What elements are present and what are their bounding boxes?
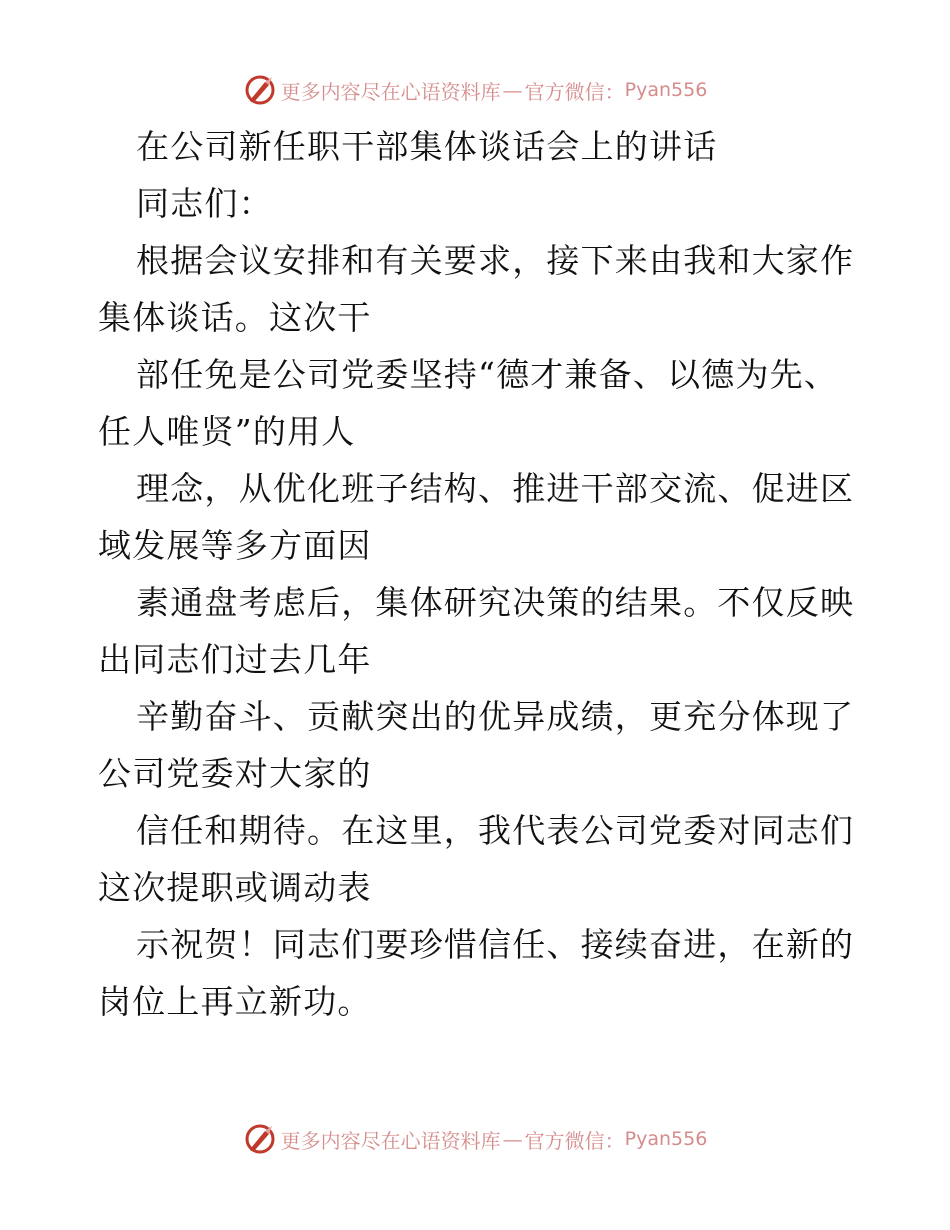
quill-logo-icon bbox=[243, 73, 277, 107]
body-line: 任人唯贤”的用人 bbox=[98, 412, 356, 451]
body-line: 出同志们过去几年 bbox=[98, 640, 372, 679]
body-line: 域发展等多方面因 bbox=[98, 526, 372, 565]
body-line: 集体谈话。这次干 bbox=[98, 298, 372, 337]
body-line: 示祝贺！同志们要珍惜信任、接续奋进，在新的 bbox=[136, 925, 855, 964]
body-line: 理念，从优化班子结构、推进干部交流、促进区 bbox=[136, 469, 855, 508]
footer-contact-id: Pyan556 bbox=[624, 1128, 708, 1150]
body-line: 这次提职或调动表 bbox=[98, 868, 372, 907]
body-line: 辛勤奋斗、贡献突出的优异成绩，更充分体现了 bbox=[136, 697, 855, 736]
body-line: 根据会议安排和有关要求，接下来由我和大家作 bbox=[136, 241, 855, 280]
footer-separator: — bbox=[502, 1127, 523, 1151]
quill-logo-icon bbox=[243, 1122, 277, 1156]
header-contact-id: Pyan556 bbox=[624, 79, 708, 101]
document-greeting: 同志们： bbox=[136, 184, 273, 223]
body-line: 素通盘考虑后，集体研究决策的结果。不仅反映 bbox=[136, 583, 855, 622]
header-site-text: 更多内容尽在心语资料库 bbox=[280, 79, 501, 104]
document-title: 在公司新任职干部集体谈话会上的讲话 bbox=[136, 127, 718, 166]
body-line: 岗位上再立新功。 bbox=[98, 982, 372, 1021]
body-line: 公司党委对大家的 bbox=[98, 754, 372, 793]
footer-contact-label: 官方微信： bbox=[524, 1128, 625, 1153]
header-separator: — bbox=[502, 78, 523, 102]
footer-site-text: 更多内容尽在心语资料库 bbox=[280, 1128, 501, 1153]
header-watermark bbox=[0, 70, 950, 110]
body-line: 部任免是公司党委坚持“德才兼备、以德为先、 bbox=[136, 355, 839, 394]
header-contact-label: 官方微信： bbox=[524, 79, 625, 104]
footer-watermark bbox=[0, 1119, 950, 1159]
body-line: 信任和期待。在这里，我代表公司党委对同志们 bbox=[136, 811, 855, 850]
document-body bbox=[98, 118, 858, 1030]
